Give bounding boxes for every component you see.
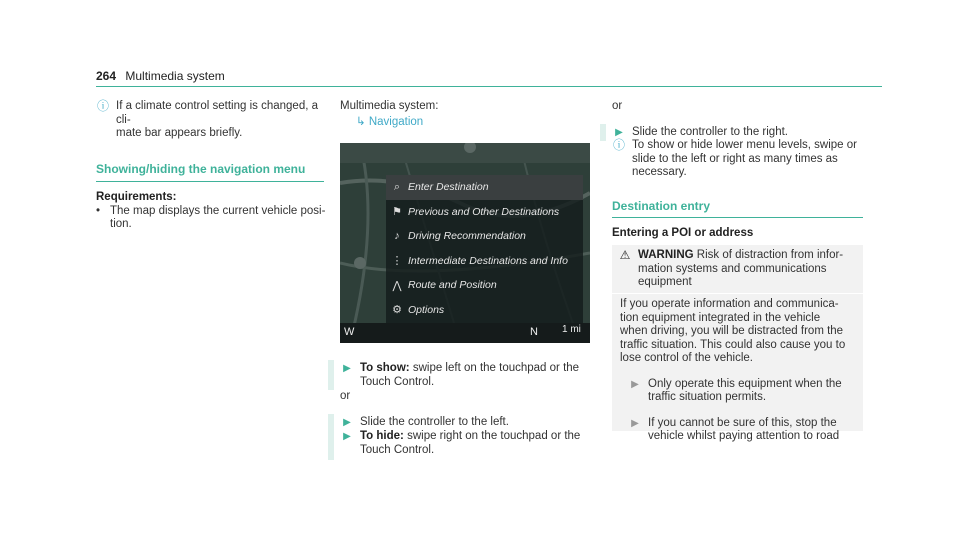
step-text: traffic situation permits. — [648, 391, 767, 403]
warning-body-line: tion equipment integrated in the vehicle — [620, 311, 821, 324]
header-title: Multimedia system — [125, 69, 225, 83]
info-line: To show or hide lower menu levels, swipe or — [632, 139, 857, 151]
step-arrow-icon: ▶ — [631, 417, 639, 429]
info-icon: ⓘ — [96, 99, 109, 113]
info-line: mate bar appears briefly. — [116, 127, 243, 139]
warning-label: WARNING — [638, 249, 694, 261]
step-slide-left — [340, 416, 600, 430]
warning-box — [612, 245, 863, 442]
search-icon: ⌕ — [393, 180, 401, 193]
step-text: Only operate this equipment when the — [648, 377, 842, 390]
step-arrow-icon: ▶ — [343, 431, 351, 442]
header-rule — [96, 86, 882, 87]
menu-path: Multimedia system: — [340, 100, 439, 112]
gear-icon: ⚙ — [392, 304, 402, 317]
menu-item-previous-destinations[interactable] — [386, 200, 583, 225]
section-title: Destination entry — [612, 198, 711, 213]
menu-item-label: Driving Recommendation — [408, 230, 526, 243]
step-text: Touch Control. — [360, 443, 435, 456]
menu-item-options[interactable] — [386, 298, 583, 323]
column-3 — [612, 100, 867, 241]
menu-item-label: Enter Destination — [408, 181, 489, 194]
step-text: Slide the controller to the left. — [360, 415, 509, 428]
menu-item-label: Route and Position — [408, 279, 497, 292]
requirement-item — [96, 205, 326, 232]
warning-body-line: If you operate information and communica- — [620, 298, 839, 310]
or-text: or — [340, 390, 351, 402]
step-arrow-icon: ▶ — [343, 363, 351, 374]
warning-text: equipment — [638, 276, 692, 288]
flag-icon: ⚑ — [392, 206, 402, 219]
menu-item-label: Previous and Other Destinations — [408, 205, 560, 218]
warning-step — [628, 417, 860, 444]
step-bar — [600, 124, 606, 141]
info-note — [96, 100, 326, 141]
map-scale: 1 mi — [562, 324, 581, 335]
info-line: necessary. — [632, 166, 687, 178]
subheading: Entering a POI or address — [612, 227, 754, 239]
info-line: slide to the left or right as many times as — [632, 152, 838, 165]
navigation-menu — [386, 175, 583, 323]
arrow-right-icon: ↳ — [356, 115, 366, 128]
warning-icon: ⚠ — [619, 248, 631, 262]
menu-item-label: Intermediate Destinations and Info — [408, 254, 568, 267]
column-1 — [96, 100, 326, 232]
menu-item-route-position[interactable] — [386, 273, 583, 298]
bullet-icon: • — [96, 204, 101, 217]
navigation-link: Navigation — [368, 115, 424, 128]
heading-west: W — [344, 326, 355, 338]
warning-body-line: lose control of the vehicle. — [620, 352, 753, 364]
info-note — [612, 139, 867, 180]
hide-label: To hide: — [360, 430, 404, 442]
step-bar — [328, 360, 334, 390]
navigation-screenshot — [340, 143, 590, 343]
section-rule — [612, 217, 863, 218]
requirement-line: tion. — [110, 218, 132, 230]
step-bar — [328, 414, 334, 460]
map-status-bar — [340, 323, 590, 343]
step-arrow-icon: ▶ — [343, 416, 351, 428]
section-rule — [96, 181, 324, 182]
warning-step — [628, 378, 860, 405]
requirements-label: Requirements: — [96, 191, 177, 203]
route-icon: ⋀ — [392, 279, 402, 292]
step-text: vehicle whilst paying attention to road — [648, 430, 840, 442]
step-text: Slide the controller to the right. — [632, 125, 788, 138]
step-text: If you cannot be sure of this, stop the — [648, 416, 837, 429]
recommend-icon: ♪ — [394, 230, 400, 243]
warning-body — [620, 298, 860, 444]
warning-divider — [612, 293, 863, 294]
warning-header — [618, 249, 858, 290]
step-text: swipe right on the touchpad or the — [407, 430, 581, 442]
step-slide-right — [612, 126, 867, 140]
menu-item-label: Options — [408, 303, 445, 316]
step-arrow-icon: ▶ — [615, 126, 623, 138]
menu-path-sub — [356, 116, 600, 130]
step-text: Touch Control. — [360, 375, 435, 388]
show-label: To show: — [360, 362, 410, 374]
or-text: or — [612, 100, 623, 112]
page-number: 264 — [96, 69, 117, 83]
step-arrow-icon: ▶ — [631, 378, 639, 390]
column-2-steps — [340, 362, 600, 457]
info-line: If a climate control setting is changed, a cli- — [116, 100, 318, 126]
menu-item-intermediate-destinations[interactable] — [386, 249, 583, 274]
column-2 — [340, 100, 600, 129]
step-hide — [340, 430, 600, 457]
warning-body-line: when driving, you will be distracted from the — [620, 325, 844, 337]
menu-item-enter-destination[interactable] — [386, 175, 583, 200]
requirement-line: The map displays the current vehicle posi- — [110, 204, 326, 217]
warning-body-line: traffic situation. This could also cause you to — [620, 338, 846, 351]
info-icon: ⓘ — [612, 138, 625, 152]
warning-text: mation systems and communications — [638, 262, 827, 275]
menu-item-driving-recommendation[interactable] — [386, 224, 583, 249]
page-header — [96, 69, 225, 83]
section-title: Showing/hiding the navigation menu — [96, 161, 306, 176]
waypoints-icon: ⋮ — [391, 255, 403, 268]
warning-text: Risk of distraction from infor- — [696, 249, 844, 261]
step-show — [340, 362, 600, 389]
compass-north: N — [530, 326, 538, 338]
step-text: swipe left on the touchpad or the — [412, 362, 580, 374]
